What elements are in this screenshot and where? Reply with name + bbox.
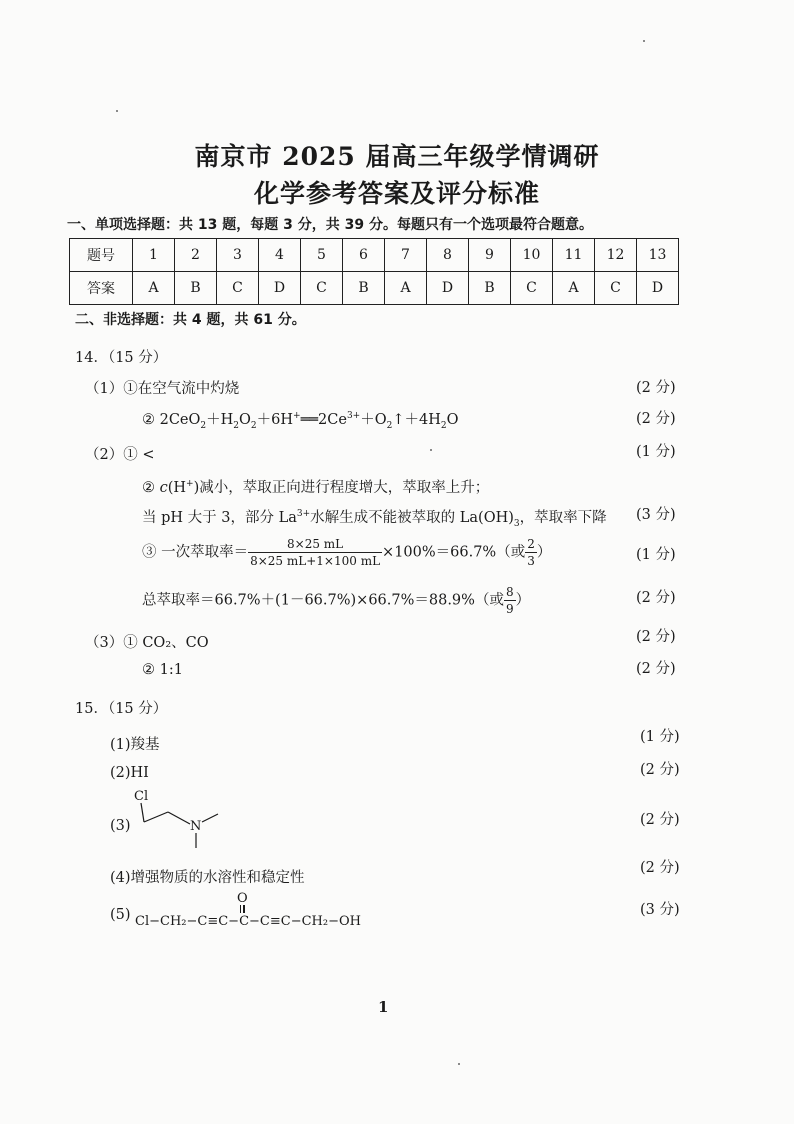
q14-part1-1: （1）①在空气流中灼烧: [85, 381, 240, 397]
table-cell: 3: [217, 239, 259, 272]
fraction-numerator: 8×25 mL: [248, 536, 382, 553]
extraction-fraction: [248, 536, 382, 569]
q14-part2-3: [142, 536, 551, 569]
table-cell: C: [301, 272, 343, 305]
table-cell: B: [175, 272, 217, 305]
table-cell: 2: [175, 239, 217, 272]
q14-part1-1-points: (2 分): [636, 380, 676, 396]
q14-part3-1: （3）① CO₂、CO: [85, 635, 209, 651]
q14-part2-2a-text: 减小，萃取正向进行程度增大，萃取率上升；: [199, 480, 490, 496]
table-cell: 13: [637, 239, 679, 272]
q15-part1: (1)羧基: [110, 737, 160, 753]
q14-part2-3-close: ）: [536, 544, 552, 561]
q15-part1-points: (1 分): [640, 729, 680, 745]
table-cell: D: [637, 272, 679, 305]
q14-part3-2-points: (2 分): [636, 661, 676, 677]
fraction-denominator: 9: [505, 602, 514, 616]
q14-part1-2-points: (2 分): [636, 411, 676, 427]
q14-part2-3-points: (1 分): [636, 547, 676, 563]
table-cell: B: [469, 272, 511, 305]
carbonyl-oxygen: O: [237, 891, 248, 906]
answer-table: [69, 238, 679, 305]
fraction-numerator: 8: [505, 585, 514, 599]
bond-line: [144, 812, 168, 822]
scan-speck: [116, 110, 118, 112]
circle-number-label: ③: [142, 544, 157, 561]
q15-part3-points: (2 分): [640, 812, 680, 828]
bond-line: [141, 803, 144, 822]
section-1-heading: 一、单项选择题：共 13 题，每题 3 分，共 39 分。每题只有一个选项最符合题意。: [67, 217, 593, 233]
table-cell: 6: [343, 239, 385, 272]
table-cell: B: [343, 272, 385, 305]
q15-structure-diagram: [128, 784, 228, 854]
table-row-header: 答案: [70, 272, 133, 305]
q14-part2-4-points: (2 分): [636, 590, 676, 606]
table-cell: A: [133, 272, 175, 305]
fraction-denominator: 8×25 mL+1×100 mL: [250, 554, 381, 568]
q15-header: 15．（15 分）: [75, 701, 168, 717]
table-cell: 4: [259, 239, 301, 272]
q15-part2: (2)HI: [110, 765, 149, 781]
table-cell: 11: [553, 239, 595, 272]
q14-part2-2a: [142, 476, 489, 497]
q14-part2-3-pre: 一次萃取率＝: [161, 544, 249, 561]
q14-part2-2b-end: ，萃取率下降: [519, 510, 607, 526]
table-cell: 10: [511, 239, 553, 272]
q14-part2-4: [142, 584, 530, 617]
bond-line: [168, 812, 190, 824]
scan-speck: [458, 1063, 460, 1065]
q14-part2-2b-pre: 当 pH 大于 3，部分 La: [142, 510, 297, 526]
q14-part2-2-points: (3 分): [636, 507, 676, 523]
q15-part3: (3): [110, 818, 131, 834]
chemical-equation: $2CeO_2+H_2O_2+6H^+══2Ce^{3+}+O_2↑+4H_2O$: [159, 411, 459, 431]
table-cell: D: [259, 272, 301, 305]
scan-speck: [430, 449, 432, 451]
table-cell: 8: [427, 239, 469, 272]
table-cell: A: [553, 272, 595, 305]
bond-line: [202, 814, 218, 822]
table-cell: C: [595, 272, 637, 305]
table-cell: 1: [133, 239, 175, 272]
q15-part5-points: (3 分): [640, 902, 680, 918]
q14-part2-3-post: ×100%＝66.7%（或: [382, 544, 526, 561]
q14-part3-1-points: (2 分): [636, 629, 676, 645]
section-2-heading: 二、非选择题：共 4 题，共 61 分。: [75, 312, 306, 328]
table-cell: 5: [301, 239, 343, 272]
fraction-numerator: 2: [527, 537, 535, 551]
table-cell: C: [511, 272, 553, 305]
page-number: 1: [378, 998, 389, 1016]
q15-part2-points: (2 分): [640, 762, 680, 778]
q15-part5: (5): [110, 907, 131, 923]
q14-part3-2: ② 1:1: [142, 662, 183, 678]
table-cell: C: [217, 272, 259, 305]
q14-part2-1: （2）① <: [85, 447, 155, 463]
table-cell: 9: [469, 239, 511, 272]
atom-label-cl: Cl: [134, 789, 149, 804]
scan-speck: [643, 40, 645, 42]
q14-part2-1-points: (1 分): [636, 444, 676, 460]
q15-part4-points: (2 分): [640, 860, 680, 876]
q14-part2-2b: 当 pH 大于 3，部分 $La^{3+}$水解生成不能被萃取的 $La(OH)_3$，萃取率下降: [142, 509, 607, 529]
q15-part4: (4)增强物质的水溶性和稳定性: [110, 870, 305, 886]
circle-number-label: ②: [142, 412, 155, 428]
atom-label-n: N: [190, 819, 202, 834]
q14-part1-2: [142, 408, 459, 431]
q15-part5-formula: Cl−CH₂−C≡C−C−C≡C−CH₂−OH: [135, 914, 361, 929]
small-fraction: [504, 584, 516, 617]
q14-part2-2b-post: 水解生成不能被萃取的 La(OH): [310, 510, 514, 526]
title-line-2: 化学参考答案及评分标准: [253, 179, 540, 208]
table-row: [70, 239, 679, 272]
table-cell: D: [427, 272, 469, 305]
table-row: [70, 272, 679, 305]
concentration-expression: c(H+): [159, 479, 200, 496]
title-line-1: 南京市 2025 届高三年级学情调研: [194, 142, 600, 171]
table-cell: 7: [385, 239, 427, 272]
table-cell: A: [385, 272, 427, 305]
circle-number-label: ②: [142, 480, 155, 496]
q14-header: 14．（15 分）: [75, 350, 168, 366]
table-row-header: 题号: [70, 239, 133, 272]
table-cell: 12: [595, 239, 637, 272]
double-bond-marker: [240, 905, 242, 913]
fraction-denominator: 3: [527, 554, 535, 568]
small-fraction: [525, 536, 537, 569]
q14-part2-4-close: ）: [515, 592, 531, 609]
q14-part2-4-pre: 总萃取率＝66.7%＋(1－66.7%)×66.7%＝88.9%（或: [142, 592, 504, 609]
